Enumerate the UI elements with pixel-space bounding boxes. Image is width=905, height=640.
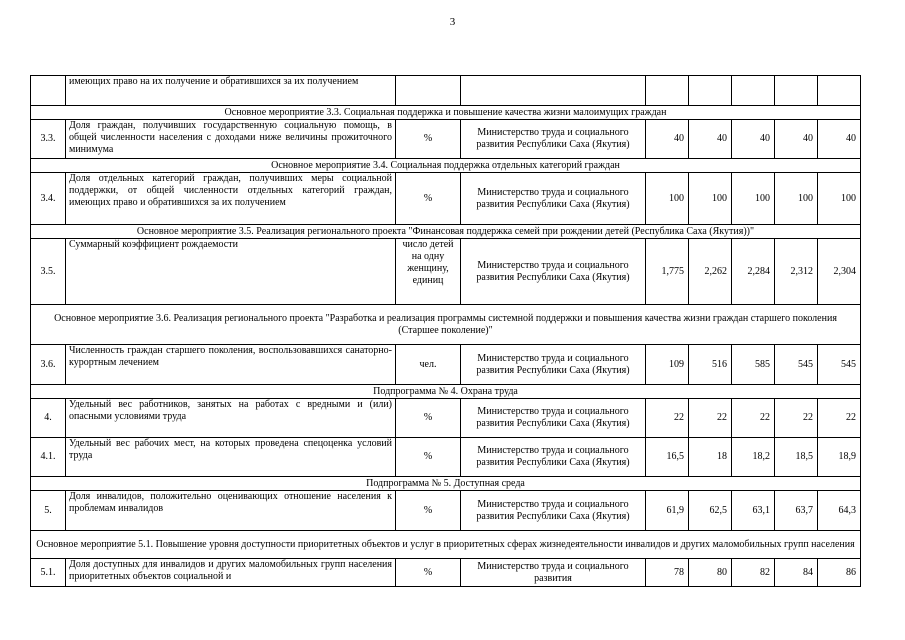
section-title: Основное мероприятие 3.6. Реализация регионального проекта "Разработка и реализация программы системной поддержки и повышения качества жизни граждан старшего поколения (Старшее поколение)" bbox=[31, 305, 861, 345]
value-cell: 18,9 bbox=[818, 438, 861, 477]
section-header-row bbox=[31, 305, 861, 345]
value-cell: 63,7 bbox=[775, 491, 818, 531]
responsible-organization bbox=[461, 76, 646, 106]
value-cell: 2,312 bbox=[775, 239, 818, 305]
responsible-organization: Министерство труда и социального развития Республики Саха (Якутия) bbox=[461, 173, 646, 225]
row-number: 4.1. bbox=[31, 438, 66, 477]
value-cell: 18,5 bbox=[775, 438, 818, 477]
value-cell bbox=[732, 76, 775, 106]
value-cell: 16,5 bbox=[646, 438, 689, 477]
value-cell: 40 bbox=[646, 120, 689, 159]
section-title: Подпрограмма № 5. Доступная среда bbox=[31, 477, 861, 491]
value-cell: 80 bbox=[689, 559, 732, 587]
table-row bbox=[31, 120, 861, 159]
table-row bbox=[31, 559, 861, 587]
indicator-name: Численность граждан старшего поколения, воспользовавшихся санаторно-курортным лечением bbox=[66, 345, 396, 385]
responsible-organization: Министерство труда и социального развития Республики Саха (Якутия) bbox=[461, 345, 646, 385]
value-cell: 585 bbox=[732, 345, 775, 385]
section-title: Подпрограмма № 4. Охрана труда bbox=[31, 385, 861, 399]
value-cell: 40 bbox=[775, 120, 818, 159]
unit-of-measure: % bbox=[396, 491, 461, 531]
value-cell: 516 bbox=[689, 345, 732, 385]
unit-of-measure bbox=[396, 76, 461, 106]
unit-of-measure: % bbox=[396, 438, 461, 477]
value-cell: 22 bbox=[732, 399, 775, 438]
value-cell: 40 bbox=[689, 120, 732, 159]
value-cell: 40 bbox=[818, 120, 861, 159]
section-header-row bbox=[31, 159, 861, 173]
indicator-name: Доля граждан, получивших государственную социальную помощь, в общей численности населения с доходами ниже величины прожиточного минимума bbox=[66, 120, 396, 159]
row-number: 3.6. bbox=[31, 345, 66, 385]
table-row bbox=[31, 491, 861, 531]
value-cell bbox=[646, 76, 689, 106]
section-title: Основное мероприятие 5.1. Повышение уровня доступности приоритетных объектов и услуг в приоритетных сферах жизнедеятельности инвалидов и других маломобильных групп населения bbox=[31, 531, 861, 559]
value-cell: 545 bbox=[775, 345, 818, 385]
table-row bbox=[31, 76, 861, 106]
section-title: Основное мероприятие 3.4. Социальная поддержка отдельных категорий граждан bbox=[31, 159, 861, 173]
value-cell: 78 bbox=[646, 559, 689, 587]
unit-of-measure: число детей на одну женщину, единиц bbox=[396, 239, 461, 305]
value-cell: 2,262 bbox=[689, 239, 732, 305]
row-number: 3.3. bbox=[31, 120, 66, 159]
value-cell: 22 bbox=[775, 399, 818, 438]
section-title: Основное мероприятие 3.3. Социальная поддержка и повышение качества жизни малоимущих граждан bbox=[31, 106, 861, 120]
value-cell: 84 bbox=[775, 559, 818, 587]
section-header-row bbox=[31, 225, 861, 239]
value-cell: 82 bbox=[732, 559, 775, 587]
row-number: 5.1. bbox=[31, 559, 66, 587]
value-cell bbox=[818, 76, 861, 106]
unit-of-measure: % bbox=[396, 399, 461, 438]
value-cell: 100 bbox=[646, 173, 689, 225]
table-row bbox=[31, 239, 861, 305]
unit-of-measure: % bbox=[396, 559, 461, 587]
unit-of-measure: % bbox=[396, 120, 461, 159]
value-cell: 22 bbox=[689, 399, 732, 438]
indicator-name: Суммарный коэффициент рождаемости bbox=[66, 239, 396, 305]
value-cell: 100 bbox=[689, 173, 732, 225]
value-cell: 2,304 bbox=[818, 239, 861, 305]
value-cell: 22 bbox=[646, 399, 689, 438]
indicator-name: Доля инвалидов, положительно оценивающих отношение населения к проблемам инвалидов bbox=[66, 491, 396, 531]
responsible-organization: Министерство труда и социального развития Республики Саха (Якутия) bbox=[461, 239, 646, 305]
responsible-organization: Министерство труда и социального развития Республики Саха (Якутия) bbox=[461, 438, 646, 477]
indicator-name: Доля отдельных категорий граждан, получивших меры социальной поддержки, от общей численности отдельных категорий граждан, имеющих право и обратившихся за их получением bbox=[66, 173, 396, 225]
value-cell: 64,3 bbox=[818, 491, 861, 531]
value-cell: 40 bbox=[732, 120, 775, 159]
section-title: Основное мероприятие 3.5. Реализация регионального проекта "Финансовая поддержка семей при рождении детей (Республика Саха (Якутия))" bbox=[31, 225, 861, 239]
responsible-organization: Министерство труда и социального развития Республики Саха (Якутия) bbox=[461, 120, 646, 159]
value-cell: 100 bbox=[732, 173, 775, 225]
indicator-name: Удельный вес рабочих мест, на которых проведена спецоценка условий труда bbox=[66, 438, 396, 477]
row-number: 3.4. bbox=[31, 173, 66, 225]
value-cell: 18 bbox=[689, 438, 732, 477]
value-cell: 18,2 bbox=[732, 438, 775, 477]
indicator-name: Удельный вес работников, занятых на работах с вредными и (или) опасными условиями труда bbox=[66, 399, 396, 438]
value-cell: 100 bbox=[818, 173, 861, 225]
value-cell: 109 bbox=[646, 345, 689, 385]
responsible-organization: Министерство труда и социального развития Республики Саха (Якутия) bbox=[461, 399, 646, 438]
value-cell bbox=[689, 76, 732, 106]
table-row bbox=[31, 399, 861, 438]
indicator-name: Доля доступных для инвалидов и других маломобильных групп населения приоритетных объектов социальной и bbox=[66, 559, 396, 587]
section-header-row bbox=[31, 106, 861, 120]
responsible-organization: Министерство труда и социального развития bbox=[461, 559, 646, 587]
value-cell: 86 bbox=[818, 559, 861, 587]
row-number: 3.5. bbox=[31, 239, 66, 305]
value-cell: 61,9 bbox=[646, 491, 689, 531]
table-row bbox=[31, 438, 861, 477]
value-cell bbox=[775, 76, 818, 106]
value-cell: 2,284 bbox=[732, 239, 775, 305]
value-cell: 1,775 bbox=[646, 239, 689, 305]
section-header-row bbox=[31, 477, 861, 491]
value-cell: 22 bbox=[818, 399, 861, 438]
page-number: 3 bbox=[449, 16, 456, 28]
value-cell: 63,1 bbox=[732, 491, 775, 531]
responsible-organization: Министерство труда и социального развития Республики Саха (Якутия) bbox=[461, 491, 646, 531]
row-number: 5. bbox=[31, 491, 66, 531]
section-header-row bbox=[31, 531, 861, 559]
indicators-table bbox=[30, 75, 861, 587]
section-header-row bbox=[31, 385, 861, 399]
indicator-name: имеющих право на их получение и обратившихся за их получением bbox=[66, 76, 396, 106]
row-number bbox=[31, 76, 66, 106]
value-cell: 545 bbox=[818, 345, 861, 385]
value-cell: 100 bbox=[775, 173, 818, 225]
value-cell: 62,5 bbox=[689, 491, 732, 531]
unit-of-measure: чел. bbox=[396, 345, 461, 385]
table-body bbox=[31, 76, 861, 587]
table-row bbox=[31, 173, 861, 225]
row-number: 4. bbox=[31, 399, 66, 438]
unit-of-measure: % bbox=[396, 173, 461, 225]
table-row bbox=[31, 345, 861, 385]
